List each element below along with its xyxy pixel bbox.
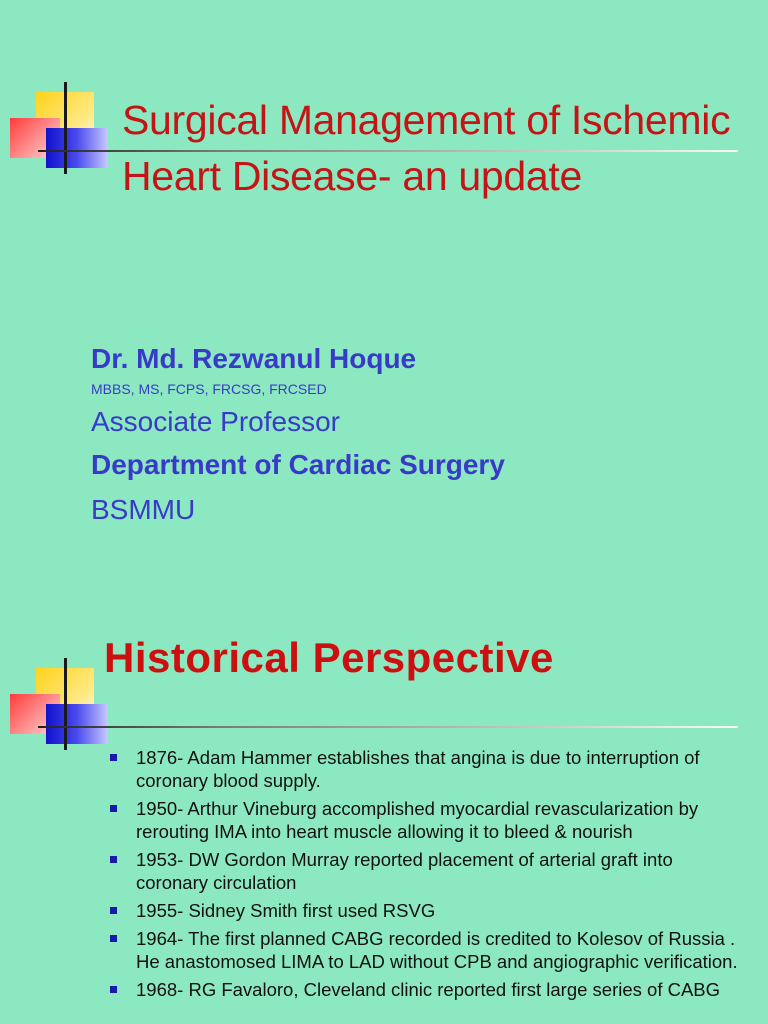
list-item: [108, 927, 748, 973]
list-item-text: 1950- Arthur Vineburg accomplished myocardial revascularization by rerouting IMA into heart muscle allowing it to bleed & nourish: [136, 798, 699, 842]
square-bullet-icon: [110, 907, 117, 914]
author-role: Associate Professor: [91, 406, 340, 437]
title-line-1: Surgical Management of Ischemic: [122, 97, 731, 143]
list-item: [108, 746, 748, 792]
slide-heading: Historical Perspective: [104, 634, 554, 681]
square-bullet-icon: [110, 805, 117, 812]
list-item-text: 1876- Adam Hammer establishes that angina is due to interruption of coronary blood supply.: [136, 747, 700, 791]
title-line-2: Heart Disease- an update: [122, 153, 583, 199]
author-institution: BSMMU: [91, 494, 196, 525]
square-bullet-icon: [110, 935, 117, 942]
author-department: Department of Cardiac Surgery: [91, 449, 505, 480]
square-bullet-icon: [110, 754, 117, 761]
author-block: [91, 338, 751, 532]
author-name: Dr. Md. Rezwanul Hoque: [91, 343, 417, 374]
decorative-squares-icon: [8, 82, 110, 174]
square-bullet-icon: [110, 856, 117, 863]
list-item-text: 1953- DW Gordon Murray reported placement of arterial graft into coronary circulation: [136, 849, 673, 893]
list-item-text: 1964- The first planned CABG recorded is credited to Kolesov of Russia . He anastomosed LIMA to LAD without CPB and angiographic verification.: [136, 928, 738, 972]
square-bullet-icon: [110, 986, 117, 993]
list-item: [108, 899, 748, 922]
slide-title: [122, 92, 762, 204]
history-bullet-list: [108, 746, 748, 1006]
history-slide: [0, 576, 768, 1024]
list-item-text: 1955- Sidney Smith first used RSVG: [136, 900, 436, 921]
list-item: [108, 978, 748, 1001]
author-degrees: MBBS, MS, FCPS, FRCSG, FRCSED: [91, 381, 327, 397]
list-item: [108, 848, 748, 894]
decorative-squares-icon: [8, 658, 110, 750]
list-item-text: 1968- RG Favaloro, Cleveland clinic reported first large series of CABG: [136, 979, 721, 1000]
list-item: [108, 797, 748, 843]
